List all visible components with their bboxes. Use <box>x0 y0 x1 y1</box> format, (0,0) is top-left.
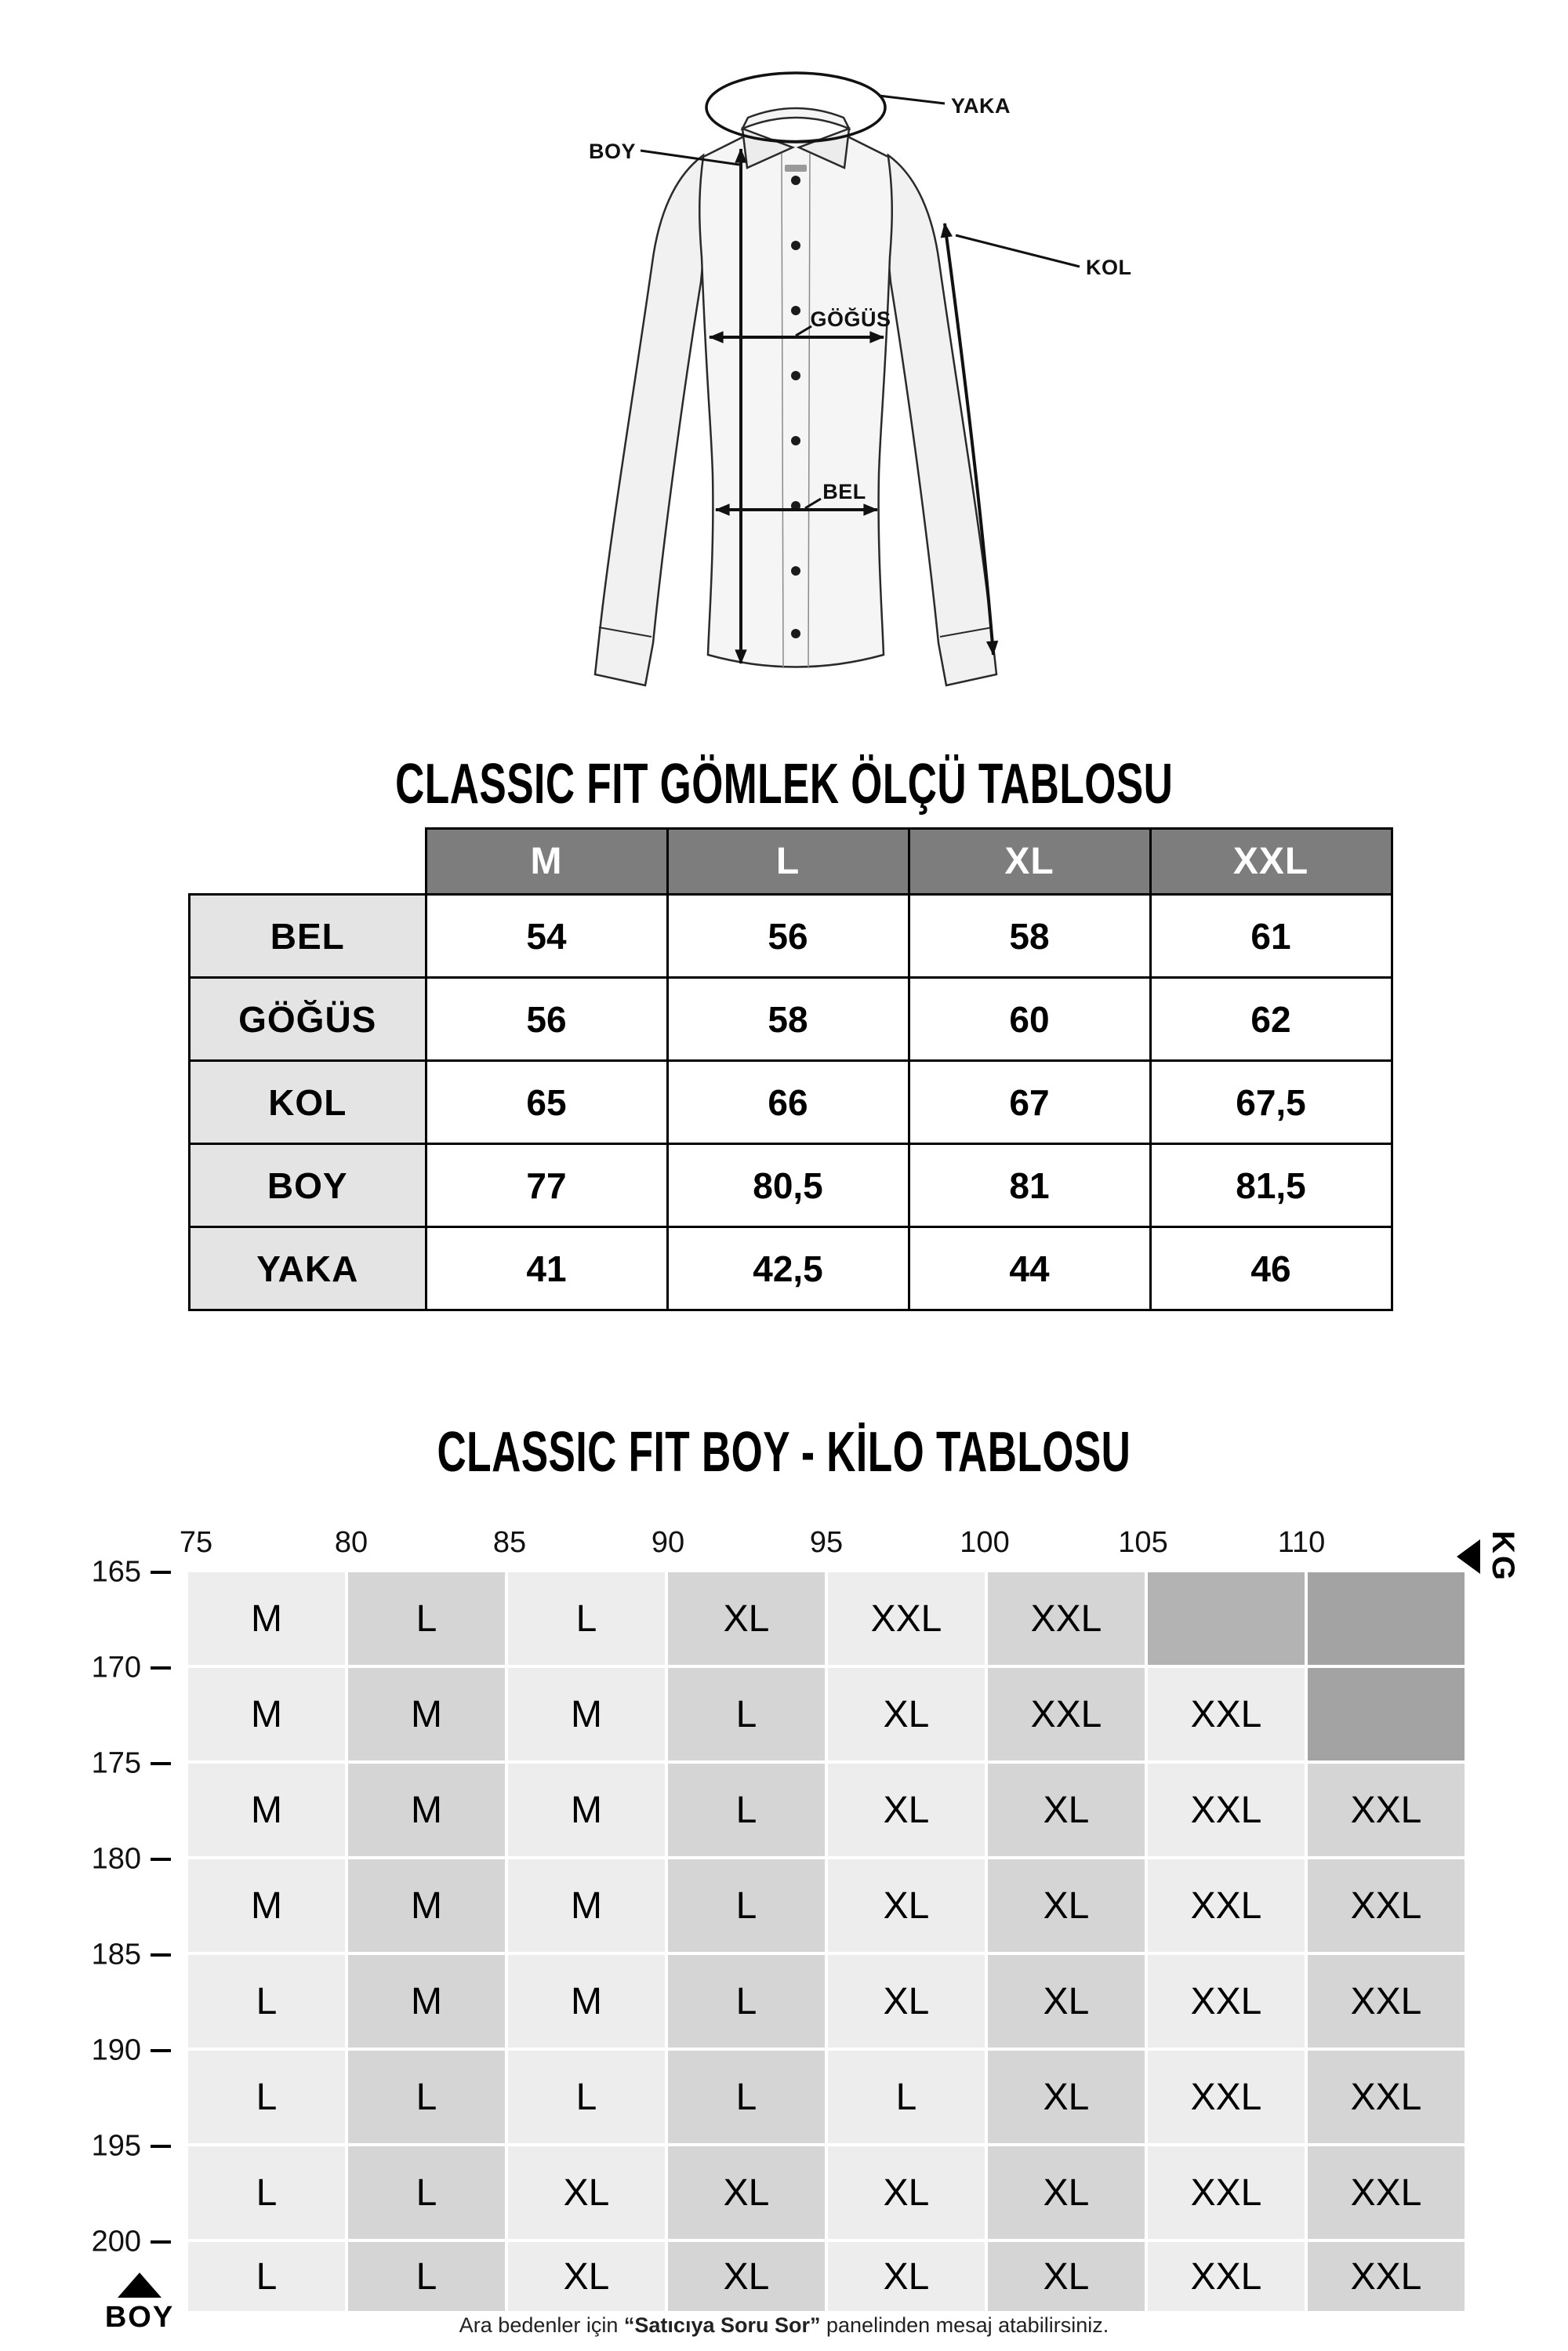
size-value: 61 <box>1150 895 1392 978</box>
size-row-label: BOY <box>190 1144 426 1227</box>
kg-tick-75: 75 <box>179 1526 213 1559</box>
fit-cell: XL <box>988 1955 1145 2048</box>
fit-matrix <box>188 1572 1465 2311</box>
boy-tick-185: 185 <box>91 1938 141 1971</box>
boy-tick-dash <box>151 1762 171 1765</box>
kg-arrow-left-icon <box>1457 1539 1480 1574</box>
fit-cell: XL <box>828 2242 985 2311</box>
size-value: 46 <box>1150 1227 1392 1310</box>
size-col-header-l: L <box>667 829 909 895</box>
boy-tick-195: 195 <box>91 2129 141 2163</box>
fit-cell: XL <box>508 2146 665 2239</box>
size-table <box>188 827 1393 1311</box>
fit-cell: XXL <box>988 1668 1145 1761</box>
fit-cell: L <box>668 1859 825 1952</box>
fit-cell-empty <box>1148 1572 1305 1665</box>
boy-tick-dash <box>151 2240 171 2244</box>
fit-cell: L <box>348 2146 505 2239</box>
shirt-torso <box>699 135 892 667</box>
boy-tick-200: 200 <box>91 2225 141 2258</box>
fit-cell: M <box>508 1764 665 1856</box>
boy-tick-dash <box>151 1953 171 1957</box>
size-value: 54 <box>426 895 667 978</box>
fit-cell: L <box>828 2051 985 2143</box>
fit-cell: XL <box>828 2146 985 2239</box>
fit-cell: L <box>188 2146 345 2239</box>
size-col-header-m: M <box>426 829 667 895</box>
footer-text-bold: “Satıcıya Soru Sor” <box>623 2313 821 2337</box>
size-row-gogus <box>190 978 1392 1061</box>
yaka-label: YAKA <box>951 94 1011 118</box>
size-value: 80,5 <box>667 1144 909 1227</box>
fit-cell: XXL <box>1148 1764 1305 1856</box>
fit-cell: L <box>188 2051 345 2143</box>
fit-cell: XXL <box>1308 2146 1465 2239</box>
fit-cell: XL <box>828 1859 985 1952</box>
boy-label: BOY <box>588 140 636 163</box>
fit-cell: XXL <box>1148 2242 1305 2311</box>
size-value: 41 <box>426 1227 667 1310</box>
fit-cell: M <box>188 1668 345 1761</box>
boy-tick-dash <box>151 1666 171 1670</box>
footer-text-after: panelinden mesaj atabilirsiniz. <box>820 2313 1109 2337</box>
kg-tick-80: 80 <box>334 1526 368 1559</box>
fit-cell: L <box>668 2051 825 2143</box>
fit-cell: L <box>188 2242 345 2311</box>
boy-tick-165: 165 <box>91 1555 141 1589</box>
fit-cell-empty <box>1308 1572 1465 1665</box>
boy-tick-170: 170 <box>91 1651 141 1684</box>
fit-cell: L <box>348 2051 505 2143</box>
size-value: 60 <box>909 978 1150 1061</box>
fit-cell: L <box>188 1955 345 2048</box>
fit-cell: M <box>188 1764 345 1856</box>
yaka-connector-line <box>879 96 945 104</box>
fit-cell-empty <box>1308 1668 1465 1761</box>
size-row-label: BEL <box>190 895 426 978</box>
fit-cell: M <box>348 1764 505 1856</box>
kg-axis-label: KG <box>1486 1531 1520 1582</box>
boy-axis-label: BOY <box>104 2301 175 2334</box>
fit-cell: XL <box>988 1859 1145 1952</box>
size-value: 56 <box>667 895 909 978</box>
size-row-label: YAKA <box>190 1227 426 1310</box>
shirt-right-sleeve <box>888 155 996 685</box>
kg-tick-95: 95 <box>809 1526 844 1559</box>
fit-cell: XL <box>668 2242 825 2311</box>
size-value: 66 <box>667 1061 909 1144</box>
fit-cell: XL <box>828 1668 985 1761</box>
gogus-label: GÖĞÜS <box>810 307 891 331</box>
size-value: 58 <box>909 895 1150 978</box>
fit-cell: L <box>348 1572 505 1665</box>
kg-tick-110: 110 <box>1277 1526 1326 1559</box>
size-row-label: KOL <box>190 1061 426 1144</box>
boy-tick-175: 175 <box>91 1746 141 1780</box>
footer-text-before: Ara bedenler için <box>459 2313 624 2337</box>
fit-cell: M <box>188 1859 345 1952</box>
size-value: 62 <box>1150 978 1392 1061</box>
fit-cell: M <box>348 1955 505 2048</box>
fit-cell: M <box>508 1668 665 1761</box>
fit-table-title-text: CLASSIC FIT BOY - KİLO TABLOSU <box>437 1419 1131 1484</box>
fit-cell: XL <box>988 1764 1145 1856</box>
size-row-bel <box>190 895 1392 978</box>
size-value: 44 <box>909 1227 1150 1310</box>
fit-cell: L <box>508 2051 665 2143</box>
fit-cell: XL <box>668 1572 825 1665</box>
boy-arrow-up-icon <box>118 2273 162 2298</box>
fit-cell: M <box>348 1668 505 1761</box>
boy-tick-dash <box>151 2145 171 2148</box>
size-row-yaka <box>190 1227 1392 1310</box>
fit-cell: XXL <box>1148 1859 1305 1952</box>
size-value: 58 <box>667 978 909 1061</box>
size-value: 81,5 <box>1150 1144 1392 1227</box>
size-col-header-xl: XL <box>909 829 1150 895</box>
fit-cell: XL <box>988 2242 1145 2311</box>
fit-cell: XL <box>988 2051 1145 2143</box>
fit-cell: XL <box>828 1764 985 1856</box>
fit-cell: XXL <box>1308 2242 1465 2311</box>
size-value: 81 <box>909 1144 1150 1227</box>
fit-cell: L <box>508 1572 665 1665</box>
footer-note <box>0 2313 1568 2338</box>
size-table-title <box>0 750 1568 816</box>
size-value: 56 <box>426 978 667 1061</box>
fit-cell: XXL <box>1148 2051 1305 2143</box>
kg-tick-85: 85 <box>492 1526 527 1559</box>
size-row-boy <box>190 1144 1392 1227</box>
size-value: 67,5 <box>1150 1061 1392 1144</box>
size-value: 67 <box>909 1061 1150 1144</box>
fit-cell: XL <box>828 1955 985 2048</box>
fit-cell: M <box>188 1572 345 1665</box>
fit-cell: XXL <box>1148 1668 1305 1761</box>
size-col-header-xxl: XXL <box>1150 829 1392 895</box>
kol-label: KOL <box>1086 256 1132 279</box>
fit-cell: L <box>668 1668 825 1761</box>
fit-cell: L <box>668 1955 825 2048</box>
kol-connector-line <box>956 235 1080 267</box>
fit-cell: XL <box>988 2146 1145 2239</box>
size-table-corner <box>190 829 426 895</box>
fit-table-title <box>0 1419 1568 1484</box>
fit-cell: XL <box>508 2242 665 2311</box>
boy-tick-dash <box>151 1858 171 1861</box>
kg-axis-label-group <box>1457 1521 1520 1592</box>
boy-tick-dash <box>151 2049 171 2052</box>
shirt-diagram-svg <box>443 47 1133 737</box>
brand-logo-mark <box>785 165 807 172</box>
fit-cell: XXL <box>1308 1859 1465 1952</box>
boy-tick-190: 190 <box>91 2033 141 2067</box>
size-value: 77 <box>426 1144 667 1227</box>
fit-cell: L <box>348 2242 505 2311</box>
fit-cell: M <box>508 1955 665 2048</box>
kg-tick-100: 100 <box>960 1526 1010 1559</box>
collar-band <box>742 108 849 129</box>
shirt-measurement-diagram <box>443 47 1133 737</box>
fit-cell: L <box>668 1764 825 1856</box>
size-row-kol <box>190 1061 1392 1144</box>
bel-label: BEL <box>822 480 866 503</box>
shirt-left-sleeve <box>595 155 703 685</box>
kg-tick-105: 105 <box>1118 1526 1168 1559</box>
boy-tick-dash <box>151 1571 171 1574</box>
fit-cell: XXL <box>1308 2051 1465 2143</box>
size-row-label: GÖĞÜS <box>190 978 426 1061</box>
fit-cell: XXL <box>1308 1955 1465 2048</box>
fit-cell: XXL <box>1148 1955 1305 2048</box>
size-value: 65 <box>426 1061 667 1144</box>
size-table-title-text: CLASSIC FIT GÖMLEK ÖLÇÜ TABLOSU <box>394 750 1174 816</box>
fit-cell: XXL <box>828 1572 985 1665</box>
fit-cell: M <box>348 1859 505 1952</box>
fit-cell: M <box>508 1859 665 1952</box>
fit-cell: XXL <box>1308 1764 1465 1856</box>
fit-cell: XL <box>668 2146 825 2239</box>
fit-cell: XXL <box>1148 2146 1305 2239</box>
size-value: 42,5 <box>667 1227 909 1310</box>
fit-cell: XXL <box>988 1572 1145 1665</box>
boy-tick-180: 180 <box>91 1842 141 1876</box>
kg-tick-90: 90 <box>651 1526 685 1559</box>
